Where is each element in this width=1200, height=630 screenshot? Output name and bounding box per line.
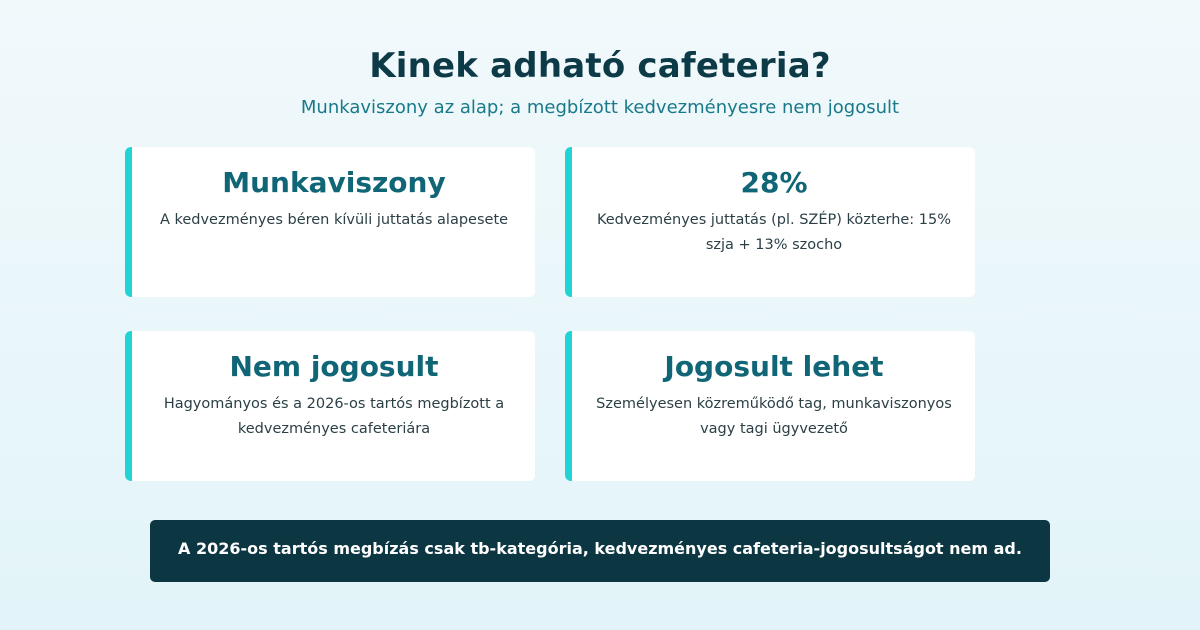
info-card-not-eligible [125,331,535,481]
card-title: 28% [740,166,808,199]
card-accent-bar [125,331,132,481]
card-accent-bar [565,331,572,481]
card-accent-bar [125,147,132,297]
card-title: Munkaviszony [222,166,446,199]
card-description: Kedvezményes juttatás (pl. SZÉP) közterhe: 15% szja + 13% szocho [596,212,952,253]
info-card-tax-rate [565,147,975,297]
card-description: A kedvezményes béren kívüli juttatás alapesete [159,212,509,228]
page-title: Kinek adható cafeteria? [369,46,831,86]
card-description: Hagyományos és a 2026-os tartós megbízott a kedvezményes cafeteriára [163,396,505,437]
card-title: Jogosult lehet [664,350,884,383]
note-banner: A 2026-os tartós megbízás csak tb-kategória, kedvezményes cafeteria-jogosultságot nem ad. [150,520,1050,582]
info-card-may-be-eligible [565,331,975,481]
page-subtitle: Munkaviszony az alap; a megbízott kedvezményesre nem jogosult [300,97,900,118]
card-accent-bar [565,147,572,297]
card-title: Nem jogosult [229,350,439,383]
info-card-munkaviszony [125,147,535,297]
card-description: Személyesen közreműködő tag, munkaviszonyos vagy tagi ügyvezető [596,396,952,437]
